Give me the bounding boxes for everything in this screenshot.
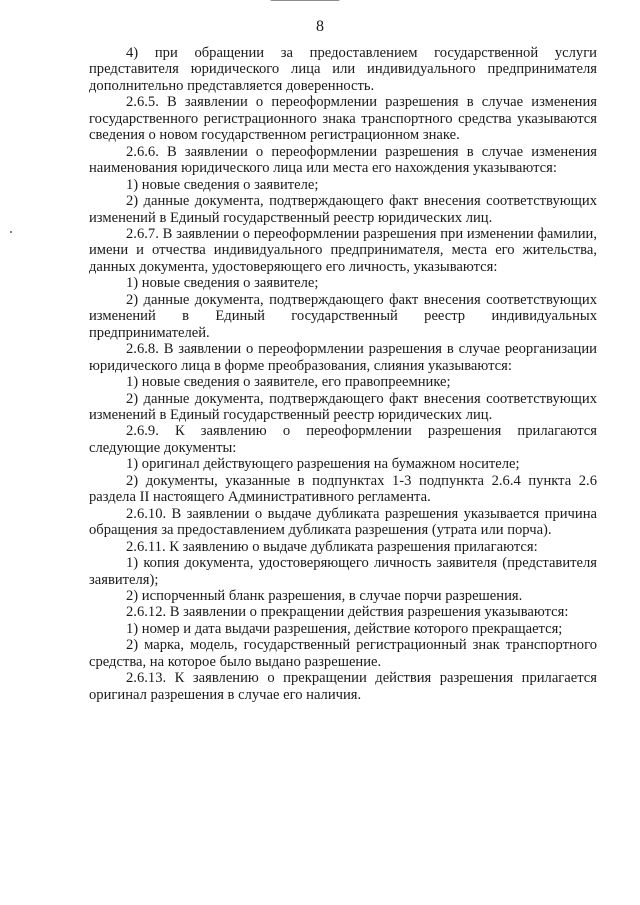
paragraph: 1) новые сведения о заявителе, его правопреемнике; — [126, 374, 451, 391]
paragraph: 2.6.5. В заявлении о переоформлении разрешения в случае изменения государственного регистрационного знака транспортного средства указываются сведения о новом государственном регистрационном знаке. — [89, 94, 597, 144]
paragraph: 1) новые сведения о заявителе; — [126, 275, 319, 292]
paragraph: 1) оригинал действующего разрешения на бумажном носителе; — [126, 456, 520, 473]
paragraph: 2) данные документа, подтверждающего факт внесения соответствующих изменений в Единый государственный реестр юридических лиц. — [89, 390, 597, 423]
paragraph: 2.6.6. В заявлении о переоформлении разрешения в случае изменения наименования юридического лица или места его нахождения указываются: — [89, 143, 597, 177]
paragraph: 1) номер и дата выдачи разрешения, действие которого прекращается; — [126, 620, 563, 637]
page-number: 8 — [316, 18, 324, 35]
paragraph: 2.6.11. К заявлению о выдаче дубликата разрешения прилагаются: — [126, 538, 538, 555]
paragraph: 2.6.8. В заявлении о переоформлении разрешения в случае реорганизации юридического лица в форме преобразования, слияния указываются: — [89, 341, 597, 374]
paragraph: 2.6.7. В заявлении о переоформлении разрешения при изменении фамилии, имени и отчества индивидуального предпринимателя, места его жительства, данных документа, удостоверяющего его личность, указываются: — [89, 225, 597, 275]
document-body — [89, 45, 597, 703]
paragraph: 2.6.10. В заявлении о выдаче дубликата разрешения указывается причина обращения за предоставлением дубликата разрешения (утрата или порча). — [89, 505, 597, 539]
paragraph: 2.6.9. К заявлению о переоформлении разрешения прилагаются следующие документы: — [89, 423, 597, 456]
paragraph: 4) при обращении за предоставлением государственной услуги представителя юридического лица или индивидуального предпринимателя дополнительно представляется доверенность. — [89, 45, 597, 94]
paragraph: 2) марка, модель, государственный регистрационный знак транспортного средства, на которое было выдано разрешение. — [89, 637, 597, 670]
header-text-fragment — [270, 0, 340, 1]
paragraph: 2.6.13. К заявлению о прекращении действия разрешения прилагается оригинал разрешения в случае его наличия. — [89, 670, 597, 703]
scan-speck — [10, 231, 12, 233]
paragraph: 2) данные документа, подтверждающего факт внесения соответствующих изменений в Единый государственный реестр индивидуальных предпринимателей. — [89, 291, 597, 341]
paragraph: 2) данные документа, подтверждающего факт внесения соответствующих изменений в Единый государственный реестр юридических лиц. — [89, 193, 597, 226]
paragraph: 1) новые сведения о заявителе; — [126, 176, 319, 193]
paragraph: 2) испорченный бланк разрешения, в случае порчи разрешения. — [126, 587, 523, 604]
paragraph: 1) копия документа, удостоверяющего личность заявителя (представителя заявителя); — [89, 555, 597, 588]
paragraph: 2) документы, указанные в подпунктах 1-3 подпункта 2.6.4 пункта 2.6 раздела II настоящего Административного регламента. — [89, 472, 597, 506]
paragraph: 2.6.12. В заявлении о прекращении действия разрешения указываются: — [126, 604, 569, 621]
